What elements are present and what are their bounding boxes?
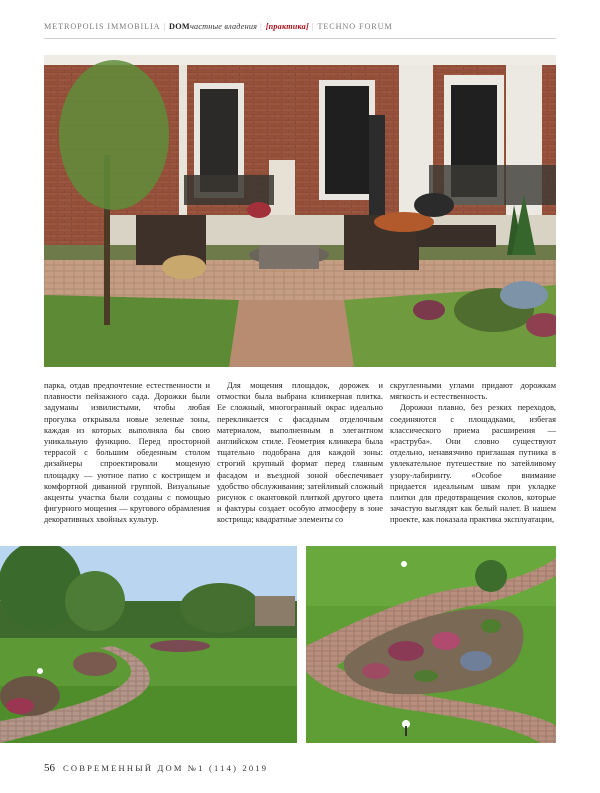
header-divider: | — [260, 22, 263, 31]
photo-flowerbed — [306, 546, 556, 743]
paragraph: Дорожки плавно, без резких переходов, соединяются с площадками, избегая классического приема расширения — «раструба». Они словно существуют отдельно, ненавязчиво приглашая путника в увлекательное путешествие по затейливому узору-лабиринту. «Особое внимание придается идеальным швам при укладке плитки для предотвращения сколов, которые зачастую выглядят как белый налет. В нашем проекте, как показала практика эксплуатации, — [390, 403, 556, 525]
paragraph: парка, отдав предпочтение естественности и плавности пейзажного сада. Дорожки были задуманы извилистыми, чтобы любая прогулка открывала новые зеленые зоны, каждая из которых выполняла бы свою уникальную функцию. Перед просторной террасой с большим обеденным столом дизайнеры спроектировали мощеную площадку — уютное патио с кострищем и комфортной диванной группой. Визуальные акценты участка были созданы с помощью фигурного мощения — кругового обрамления декоративных хвойных культур. — [44, 381, 210, 525]
header-divider: | — [311, 22, 315, 31]
header-left[interactable]: METROPOLIS IMMOBILIA — [44, 22, 161, 31]
paragraph: скругленными углами придают дорожкам мягкость и естественность. — [390, 381, 556, 402]
header-brand[interactable]: DOM — [169, 22, 190, 31]
photo-terrace — [44, 55, 556, 367]
running-header — [44, 22, 556, 36]
photo-lawn-path — [0, 546, 297, 743]
header-divider: | — [163, 22, 167, 31]
paragraph: Для мощения площадок, дорожек и отмостки была выбрана клинкерная плитка. Ее сложный, многогранный окрас идеально перекликается с фасадным отделочным материалом, выполненным в элегантном английском стиле. Геометрия клинкера была тщательно подобрана для каждой зоны: строгий крупный формат перед главным фасадом и въездной зоной обеспечивает удобство обслуживания; затейливый сложный рисунок с окантовкой плиткой другого цвета и фактуры создает особую атмосферу в зоне кострища; квадратные элементы со — [217, 381, 383, 525]
header-brand-sub: частные владения — [189, 22, 258, 31]
page-number: 56 — [44, 762, 55, 774]
header-rule — [44, 38, 556, 39]
header-section[interactable]: [практика] — [265, 22, 309, 31]
page-footer — [44, 762, 268, 774]
text-column-3 — [390, 380, 556, 526]
text-column-1 — [44, 380, 210, 526]
magazine-issue: СОВРЕМЕННЫЙ ДОМ №1 (114) 2019 — [63, 763, 269, 773]
header-right[interactable]: TECHNO FORUM — [317, 22, 393, 31]
text-column-2 — [217, 380, 383, 526]
